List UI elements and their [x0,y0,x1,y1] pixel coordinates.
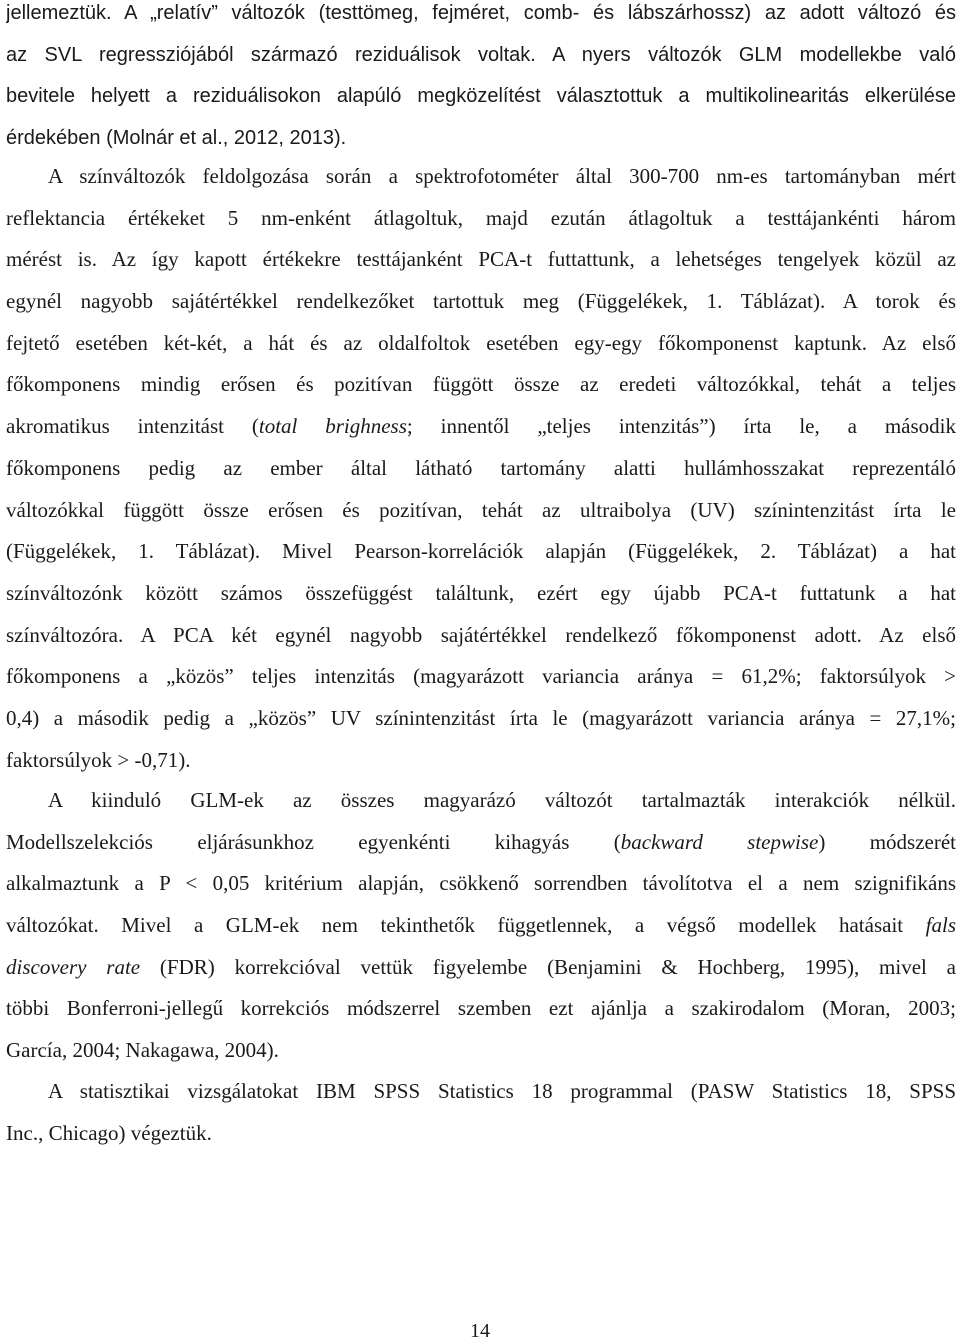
text-line: faktorsúlyok > -0,71). [6,747,191,772]
text-line: reflektancia értékeket 5 nm-enként átlagoltuk, majd ezután átlagoltuk a testtájankénti három [6,205,956,230]
text-line: A kiinduló GLM-ek az összes magyarázó változót tartalmazták interakciók nélkül. [48,788,956,812]
text-line: bevitele helyett a reziduálisokon alapúló megközelítést választottuk a multikolinearitás elkerülése [6,85,956,108]
paragraph-1 [6,0,956,160]
paragraph-2 [6,156,956,781]
text-line: főkomponens a „közös” teljes intenzitás (magyarázott variancia aránya = 61,2%; faktorsúlyok > [6,664,956,689]
paragraph-3 [6,780,956,1072]
text-line: mérést is. Az így kapott értékekre testtájanként PCA-t futtattunk, a lehetséges tengelyek közül az [6,247,956,272]
paragraph-4 [6,1071,956,1154]
text-line: főkomponens pedig az ember által látható tartomány alatti hullámhosszakat reprezentáló [6,455,956,480]
text-line: fejtető esetében két-két, a hát és az oldalfoltok esetében egy-egy főkomponenst kaptunk. Az első [6,330,956,355]
italic-term: discovery rate [6,954,141,979]
text-line: García, 2004; Nakagawa, 2004). [6,1038,279,1063]
text-line: A statisztikai vizsgálatokat IBM SPSS Statistics 18 programmal (PASW Statistics 18, SPSS [48,1079,956,1103]
text-line: többi Bonferroni-jellegű korrekciós módszerrel szemben ezt ajánlja a szakirodalom (Moran, 2003; [6,996,956,1021]
page-number: 14 [470,1320,490,1342]
text-line: színváltozónk között számos összefüggést találtunk, ezért egy újabb PCA-t futtatunk a hat [6,580,956,605]
text-line: A színváltozók feldolgozása során a spektrofotométer által 300-700 nm-es tartományban mért [48,164,956,188]
text-line: 0,4) a második pedig a „közös” UV színintenzitást írta le (magyarázott variancia aránya = 27,1%; [6,705,956,730]
text-line [6,947,956,989]
text-line: (Függelékek, 1. Táblázat). Mivel Pearson-korrelációk alapján (Függelékek, 2. Táblázat) a hat [6,539,956,564]
text-span: ; innentől „teljes intenzitás”) írta le, a második [406,414,956,439]
italic-term: fals [925,913,956,938]
text-span: Modellszelekciós eljárásunkhoz egyenkénti kihagyás ( [6,829,621,854]
text-line: az SVL regressziójából származó reziduálisok voltak. A nyers változók GLM modellekbe való [6,43,956,66]
text-line: érdekében (Molnár et al., 2012, 2013). [6,127,347,150]
italic-term: total brighness [258,414,407,439]
text-line: egynél nagyobb sajátértékkel rendelkezőket tartottuk meg (Függelékek, 1. Táblázat). A torok és [6,289,956,314]
text-line: alkalmaztunk a P < 0,05 kritérium alapján, csökkenő sorrendben távolítotva el a nem szignifikáns [6,871,956,896]
text-line: Inc., Chicago) végeztük. [6,1120,212,1145]
text-line: változókkal függött össze erősen és pozitívan, tehát az ultraibolya (UV) színintenzitást írta le [6,497,956,522]
text-span: (FDR) korrekcióval vettük figyelembe (Benjamini & Hochberg, 1995), mivel a [140,954,956,979]
text-line: jellemeztük. A „relatív” változók (testtömeg, fejméret, comb- és lábszárhossz) az adott változó és [6,2,956,24]
text-line [6,406,956,448]
text-line: főkomponens mindig erősen és pozitívan függött össze az eredeti változókkal, tehát a teljes [6,372,956,397]
text-span: ) módszerét [818,829,956,854]
text-line: színváltozóra. A PCA két egynél nagyobb sajátértékkel rendelkező főkomponenst adott. Az első [6,622,956,647]
text-span: változókat. Mivel a GLM-ek nem tekinthetők függetlennek, a végső modellek hatásait [6,913,926,938]
text-line [6,822,956,864]
text-span: akromatikus intenzitást ( [6,414,259,439]
text-line [6,905,956,947]
italic-term: backward stepwise [620,829,819,854]
